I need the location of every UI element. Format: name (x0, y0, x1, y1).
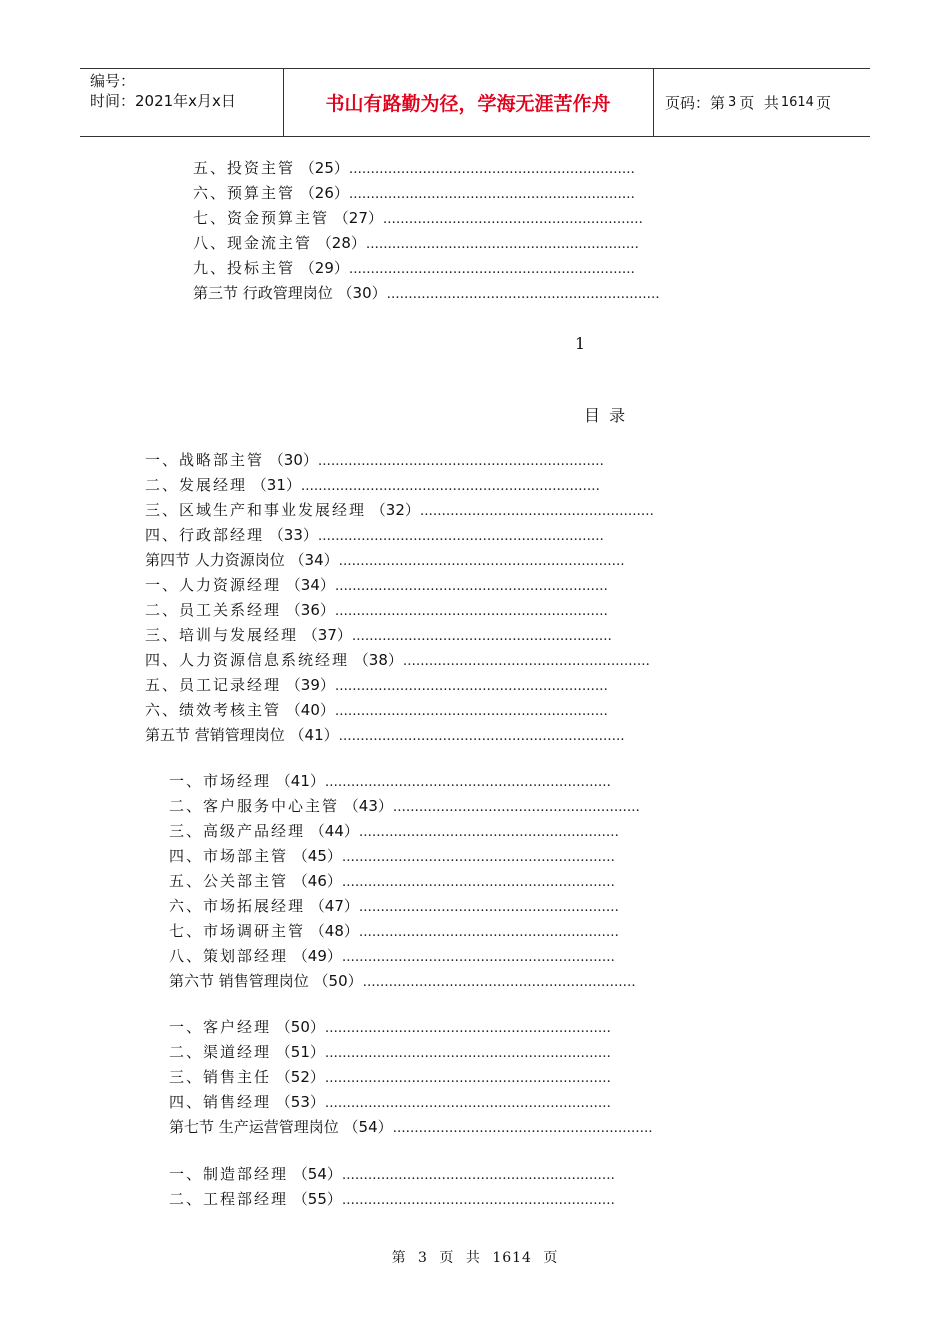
toc-entry-leader: ……………………………………………………… (334, 579, 608, 594)
toc-entry-page: （40） (281, 701, 335, 719)
toc-entry-title: 一、战略部主管 (145, 451, 265, 469)
toc-entry-leader: ……………………………………………………… (341, 850, 615, 865)
toc-entry-page: （55） (288, 1190, 342, 1208)
toc-entry[interactable] (169, 796, 640, 818)
toc-entry-leader: …………………………………………………………… (300, 479, 600, 494)
toc-entry[interactable] (169, 896, 619, 918)
toc-entry[interactable] (169, 1092, 611, 1114)
toc-entry-leader: ………………………………………………………… (338, 729, 625, 744)
toc-entry[interactable] (193, 233, 639, 255)
toc-entry-leader: ……………………………………………………… (386, 287, 660, 302)
toc-entry-title: 第六节 销售管理岗位 (169, 972, 309, 990)
toc-entry-title: 二、客户服务中心主管 (169, 797, 340, 815)
toc-entry-page: （28） (312, 234, 366, 252)
toc-entry-page: （31） (247, 476, 301, 494)
header-divider-right (653, 69, 654, 136)
toc-entry[interactable] (145, 575, 608, 597)
toc-entry-leader: ………………………………………………… (392, 800, 640, 815)
toc-entry-title: 第七节 生产运营管理岗位 (169, 1118, 339, 1136)
toc-title: 目 录 (584, 406, 628, 425)
toc-entry-leader: …………………………………………………… (358, 900, 619, 915)
toc-entry-title: 八、现金流主管 (193, 234, 313, 252)
footer-num: 3 (418, 1250, 428, 1266)
toc-entry-leader: ……………………………………………………… (341, 950, 615, 965)
page-footer (0, 1247, 950, 1267)
toc-entry-leader: ………………………………………………………… (348, 187, 635, 202)
page-header (80, 68, 870, 137)
toc-entry[interactable] (145, 700, 608, 722)
toc-entry[interactable] (145, 525, 604, 547)
toc-entry-leader: …………………………………………………… (358, 925, 619, 940)
toc-entry[interactable] (169, 1164, 615, 1186)
header-motto: 书山有路勤为径，学海无涯苦作舟 (325, 93, 611, 115)
toc-entry[interactable] (145, 675, 608, 697)
toc-entry[interactable] (169, 821, 619, 843)
time-label: 时间：2021年x月x日 (90, 92, 236, 110)
toc-entry-leader: ……………………………………………………… (334, 704, 608, 719)
toc-entry-title: 六、预算主管 (193, 184, 296, 202)
toc-entry-title: 三、销售主任 (169, 1068, 272, 1086)
toc-entry[interactable] (145, 500, 654, 522)
toc-entry-page: （54） (288, 1165, 342, 1183)
toc-entry-title: 第三节 行政管理岗位 (193, 284, 333, 302)
toc-entry[interactable] (169, 1067, 611, 1089)
toc-entry-leader: ……………………………………………… (419, 504, 654, 519)
toc-entry[interactable] (169, 1189, 615, 1211)
toc-entry-page: （51） (271, 1043, 325, 1061)
toc-entry-title: 四、市场部主管 (169, 847, 289, 865)
toc-entry-title: 七、市场调研主管 (169, 922, 306, 940)
toc-entry-leader: ………………………………………………………… (324, 1071, 611, 1086)
page-number: 1 (575, 334, 586, 353)
toc-entry-leader: ………………………………………………… (402, 654, 650, 669)
toc-entry-page: （25） (295, 159, 349, 177)
toc-entry-page: （54） (338, 1118, 393, 1136)
toc-entry-leader: ……………………………………………………… (341, 1168, 615, 1183)
toc-entry-page: （49） (288, 947, 342, 965)
toc-entry-page: （37） (298, 626, 352, 644)
page-mid: 页 共 (739, 94, 779, 112)
toc-entry-leader: ………………………………………………………… (324, 1021, 611, 1036)
toc-entry-title: 九、投标主管 (193, 259, 296, 277)
toc-entry-leader: ………………………………………………………… (324, 775, 611, 790)
toc-entry-page: （33） (264, 526, 318, 544)
page-total: 1614 (780, 95, 814, 110)
toc-entry-title: 三、高级产品经理 (169, 822, 306, 840)
toc-entry-page: （41） (284, 726, 339, 744)
page-label: 页码：第 (665, 94, 726, 112)
toc-entry-title: 一、客户经理 (169, 1018, 272, 1036)
toc-entry-title: 六、市场拓展经理 (169, 897, 306, 915)
toc-entry-title: 第四节 人力资源岗位 (145, 551, 285, 569)
toc-entry-title: 三、区域生产和事业发展经理 (145, 501, 367, 519)
toc-entry-leader: ……………………………………………………… (365, 237, 639, 252)
toc-entry-title: 五、公关部主管 (169, 872, 289, 890)
toc-entry-leader: ………………………………………………………… (348, 162, 635, 177)
toc-entry-leader: …………………………………………………… (351, 629, 612, 644)
toc-entry-title: 七、资金预算主管 (193, 209, 330, 227)
toc-entry-page: （50） (271, 1018, 325, 1036)
toc-entry-leader: ……………………………………………………… (334, 679, 608, 694)
toc-entry-page: （52） (271, 1068, 325, 1086)
footer-p2: 页 (439, 1250, 455, 1266)
toc-entry[interactable] (193, 208, 643, 230)
toc-entry[interactable] (145, 600, 608, 622)
toc-entry-leader: ………………………………………………………… (317, 454, 604, 469)
toc-entry-page: （32） (366, 501, 420, 519)
toc-entry-page: （30） (264, 451, 318, 469)
toc-entry[interactable] (193, 183, 635, 205)
toc-entry[interactable] (145, 475, 600, 497)
toc-entry-page: （26） (295, 184, 349, 202)
toc-entry-leader: ……………………………………………………… (341, 875, 615, 890)
toc-entry-leader: ……………………………………………………… (362, 975, 636, 990)
toc-entry-leader: ……………………………………………………… (341, 1193, 615, 1208)
toc-entry-page: （48） (305, 922, 359, 940)
toc-entry[interactable] (145, 650, 650, 672)
toc-entry-title: 一、制造部经理 (169, 1165, 289, 1183)
toc-entry[interactable] (169, 871, 615, 893)
toc-entry-title: 四、行政部经理 (145, 526, 265, 544)
toc-entry-leader: …………………………………………………… (382, 212, 643, 227)
toc-entry-page: （44） (305, 822, 359, 840)
toc-entry-title: 一、市场经理 (169, 772, 272, 790)
toc-entry-page: （50） (308, 972, 363, 990)
page-num: 3 (728, 95, 737, 110)
toc-entry-leader: ………………………………………………………… (324, 1046, 611, 1061)
toc-entry-page: （39） (281, 676, 335, 694)
toc-entry-page: （27） (329, 209, 383, 227)
toc-entry-page: （34） (284, 551, 339, 569)
toc-section-entry[interactable] (169, 1117, 653, 1139)
toc-section-entry[interactable] (145, 725, 625, 747)
toc-entry-title: 八、策划部经理 (169, 947, 289, 965)
toc-entry-leader: ………………………………………………………… (317, 529, 604, 544)
footer-p1: 第 (391, 1250, 407, 1266)
toc-section-entry[interactable] (193, 283, 660, 305)
header-page-info (665, 69, 831, 136)
toc-entry-title: 二、发展经理 (145, 476, 248, 494)
header-left-cell (90, 71, 236, 111)
toc-entry-title: 一、人力资源经理 (145, 576, 282, 594)
toc-entry-page: （46） (288, 872, 342, 890)
toc-entry-title: 六、绩效考核主管 (145, 701, 282, 719)
footer-total: 1614 (492, 1250, 532, 1266)
toc-entry-page: （45） (288, 847, 342, 865)
number-label: 编号： (90, 72, 136, 90)
toc-entry[interactable] (145, 450, 604, 472)
toc-entry-page: （29） (295, 259, 349, 277)
toc-entry-page: （47） (305, 897, 359, 915)
toc-entry[interactable] (169, 1017, 611, 1039)
toc-entry-title: 五、员工记录经理 (145, 676, 282, 694)
toc-entry-leader: ………………………………………………………… (324, 1096, 611, 1111)
toc-entry-page: （41） (271, 772, 325, 790)
toc-entry[interactable] (193, 158, 635, 180)
toc-entry-page: （34） (281, 576, 335, 594)
toc-entry-leader: …………………………………………………… (392, 1121, 653, 1136)
toc-entry-leader: ………………………………………………………… (348, 262, 635, 277)
toc-entry-title: 二、工程部经理 (169, 1190, 289, 1208)
toc-entry-title: 二、渠道经理 (169, 1043, 272, 1061)
toc-section-entry[interactable] (145, 550, 625, 572)
footer-p4: 页 (543, 1250, 559, 1266)
toc-entry[interactable] (169, 946, 615, 968)
toc-entry-title: 二、员工关系经理 (145, 601, 282, 619)
toc-entry[interactable] (169, 1042, 611, 1064)
page-end: 页 (815, 94, 831, 112)
toc-entry-leader: ………………………………………………………… (338, 554, 625, 569)
toc-entry-title: 三、培训与发展经理 (145, 626, 299, 644)
toc-entry-page: （43） (339, 797, 393, 815)
toc-entry-page: （38） (349, 651, 403, 669)
toc-entry-title: 第五节 营销管理岗位 (145, 726, 285, 744)
toc-entry-title: 五、投资主管 (193, 159, 296, 177)
toc-entry-title: 四、人力资源信息系统经理 (145, 651, 350, 669)
toc-entry-page: （53） (271, 1093, 325, 1111)
toc-entry[interactable] (169, 771, 611, 793)
toc-entry[interactable] (193, 258, 635, 280)
toc-entry[interactable] (169, 921, 619, 943)
toc-entry[interactable] (169, 846, 615, 868)
footer-p3: 共 (465, 1250, 481, 1266)
toc-entry-leader: ……………………………………………………… (334, 604, 608, 619)
toc-entry-page: （30） (332, 284, 387, 302)
toc-entry[interactable] (145, 625, 612, 647)
toc-entry-leader: …………………………………………………… (358, 825, 619, 840)
toc-section-entry[interactable] (169, 971, 636, 993)
toc-entry-page: （36） (281, 601, 335, 619)
toc-entry-title: 四、销售经理 (169, 1093, 272, 1111)
